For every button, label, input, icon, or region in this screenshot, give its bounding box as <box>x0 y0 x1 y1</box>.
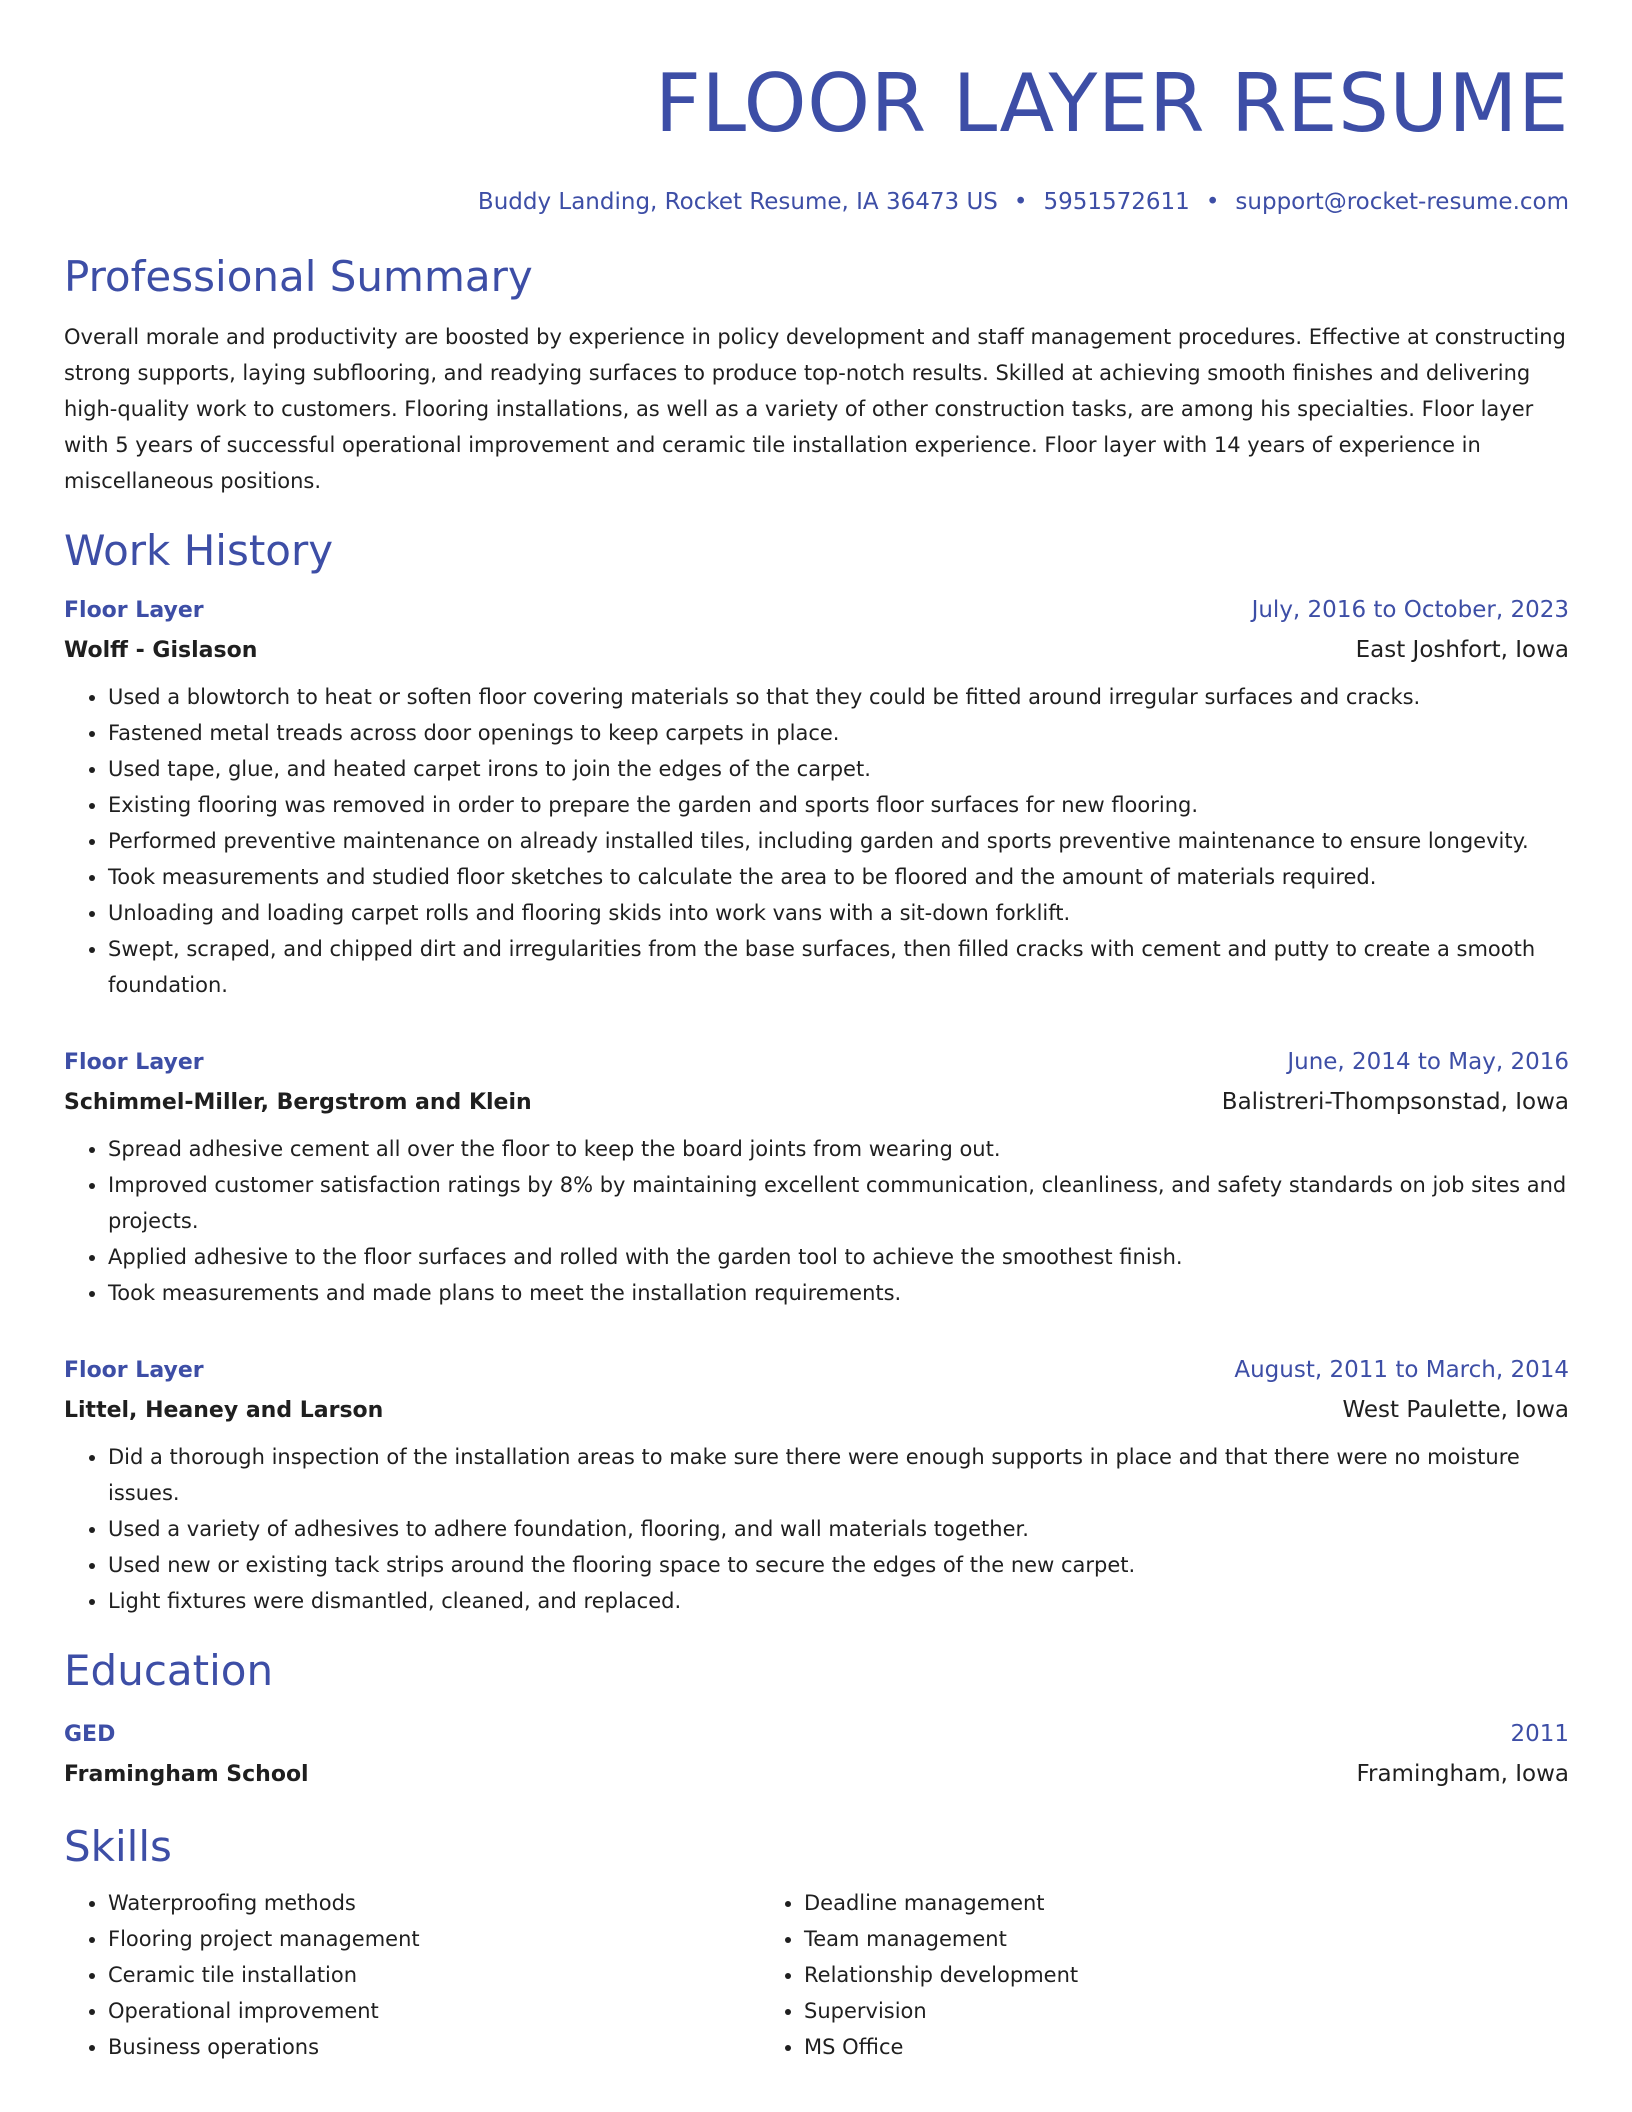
job-company: Wolff - Gislason <box>64 638 258 663</box>
job-company: Schimmel-Miller, Bergstrom and Klein <box>64 1090 532 1115</box>
skills-list-left <box>64 1885 760 2065</box>
education-entry <box>64 1719 1569 1791</box>
job-location: Balistreri-Thompsonstad, Iowa <box>1221 1089 1569 1115</box>
education-location: Framingham, Iowa <box>1356 1761 1569 1787</box>
job-bullet: • Improved customer satisfaction ratings by 8% by maintaining excellent communication, cleanliness, and safety standards on job sites and projects. <box>108 1167 1569 1239</box>
job-title: Floor Layer <box>64 1358 204 1383</box>
skill-item: • Waterproofing methods <box>108 1885 760 1921</box>
education-heading: Education <box>64 1646 274 1695</box>
summary-heading: Professional Summary <box>64 252 533 301</box>
job-bullet: • Took measurements and made plans to meet the installation requirements. <box>108 1275 1569 1311</box>
job-dates: June, 2014 to May, 2016 <box>1287 1049 1569 1075</box>
skill-item: • Team management <box>804 1921 1500 1957</box>
contact-line <box>64 187 1569 217</box>
education-school: Framingham School <box>64 1762 309 1787</box>
skill-item: • Ceramic tile installation <box>108 1957 760 1993</box>
job-bullets <box>64 679 1569 1003</box>
skills-list-right <box>760 1885 1500 2065</box>
job-bullet: • Used tape, glue, and heated carpet irons to join the edges of the carpet. <box>108 751 1569 787</box>
education-year: 2011 <box>1510 1721 1569 1747</box>
skills-heading: Skills <box>64 1822 172 1871</box>
job-bullet: • Spread adhesive cement all over the floor to keep the board joints from wearing out. <box>108 1131 1569 1167</box>
job-bullet: • Did a thorough inspection of the installation areas to make sure there were enough supports in place and that there were no moisture issues. <box>108 1439 1569 1511</box>
job-bullet: • Applied adhesive to the floor surfaces and rolled with the garden tool to achieve the smoothest finish. <box>108 1239 1569 1275</box>
resume-title: FLOOR LAYER RESUME <box>654 57 1569 150</box>
job-location: West Paulette, Iowa <box>1342 1397 1569 1423</box>
skill-item: • Relationship development <box>804 1957 1500 1993</box>
job-entry <box>64 595 1569 1003</box>
job-location: East Joshfort, Iowa <box>1355 637 1569 663</box>
contact-separator: • <box>1205 189 1220 215</box>
job-title: Floor Layer <box>64 1050 204 1075</box>
skill-item: • Flooring project management <box>108 1921 760 1957</box>
job-bullet: • Used a blowtorch to heat or soften floor covering materials so that they could be fitted around irregular surfaces and cracks. <box>108 679 1569 715</box>
education-degree: GED <box>64 1722 116 1747</box>
job-dates: August, 2011 to March, 2014 <box>1234 1357 1569 1383</box>
skills-columns <box>64 1885 1569 2065</box>
job-entry <box>64 1355 1569 1619</box>
job-dates: July, 2016 to October, 2023 <box>1251 597 1569 623</box>
contact-phone: 5951572611 <box>1043 189 1190 215</box>
skill-item: • Deadline management <box>804 1885 1500 1921</box>
skill-item: • MS Office <box>804 2029 1500 2065</box>
contact-separator: • <box>1013 189 1028 215</box>
job-bullets <box>64 1439 1569 1619</box>
job-company: Littel, Heaney and Larson <box>64 1398 384 1423</box>
skill-item: • Operational improvement <box>108 1993 760 2029</box>
job-bullet: • Existing flooring was removed in order to prepare the garden and sports floor surfaces for new flooring. <box>108 787 1569 823</box>
job-bullet: • Used new or existing tack strips around the flooring space to secure the edges of the new carpet. <box>108 1547 1569 1583</box>
contact-address: Buddy Landing, Rocket Resume, IA 36473 US <box>477 189 998 215</box>
summary-text: Overall morale and productivity are boosted by experience in policy development and staff management procedures. Effective at constructing strong supports, laying subflooring, and readying surfaces to produce top-notch results. Skilled at achieving smooth finishes and delivering high-quality work to customers. Flooring installations, as well as a variety of other construction tasks, are among his specialties. Floor layer with 5 years of successful operational improvement and ceramic tile installation experience. Floor layer with 14 years of experience in miscellaneous positions. <box>64 325 1566 493</box>
job-bullet: • Swept, scraped, and chipped dirt and irregularities from the base surfaces, then filled cracks with cement and putty to create a smooth foundation. <box>108 931 1569 1003</box>
contact-email: support@rocket-resume.com <box>1235 189 1569 215</box>
job-bullet: • Used a variety of adhesives to adhere foundation, flooring, and wall materials together. <box>108 1511 1569 1547</box>
job-bullet: • Light fixtures were dismantled, cleaned, and replaced. <box>108 1583 1569 1619</box>
job-title: Floor Layer <box>64 598 204 623</box>
skill-item: • Supervision <box>804 1993 1500 2029</box>
job-bullets <box>64 1131 1569 1311</box>
job-bullet: • Performed preventive maintenance on already installed tiles, including garden and sports preventive maintenance to ensure longevity. <box>108 823 1569 859</box>
job-bullet: • Fastened metal treads across door openings to keep carpets in place. <box>108 715 1569 751</box>
job-bullet: • Unloading and loading carpet rolls and flooring skids into work vans with a sit-down forklift. <box>108 895 1569 931</box>
work-history-heading: Work History <box>64 526 334 575</box>
job-bullet: • Took measurements and studied floor sketches to calculate the area to be floored and the amount of materials required. <box>108 859 1569 895</box>
skill-item: • Business operations <box>108 2029 760 2065</box>
job-entry <box>64 1047 1569 1311</box>
